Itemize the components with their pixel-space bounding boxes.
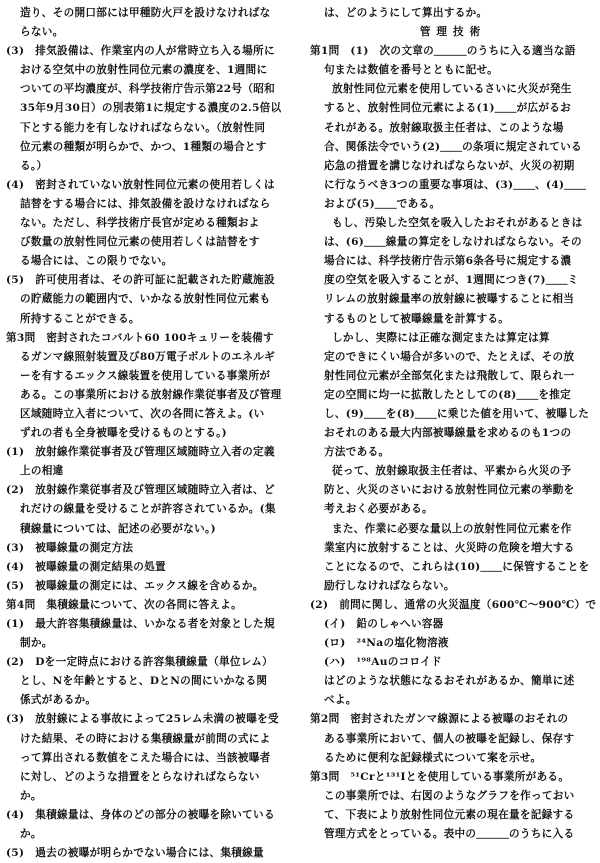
text-line: (3) 排気設備は、作業室内の人が常時立ち入る場所に	[6, 45, 275, 58]
text-line: (ロ) ²⁴Naの塩化物溶液	[324, 637, 449, 650]
text-line: リレムの放射線量率の放射線に被曝することに相当	[324, 293, 575, 306]
text-line: (1) 放射線作業従事者及び管理区域随時立入者の定義	[6, 446, 275, 459]
text-line: (4) 密封されていない放射性同位元素の使用若しくは	[6, 178, 275, 191]
text-line: 下とする能力を有しなければならない。（放射性同	[20, 121, 266, 134]
text-line: 第1問 (1) 次の文章の＿＿＿のうちに入る適当な語	[310, 45, 576, 58]
text-line: 詰替をする場合には、排気設備を設けなければなら	[20, 197, 271, 210]
text-line: って算出される数値をこえた場合には、当該被曝者	[20, 751, 271, 764]
text-line: 防と、火災のさいにおける放射性同位元素の挙動を	[324, 484, 575, 497]
text-line: おける空気中の放射性同位元素の濃度を、1週間に	[20, 64, 268, 77]
text-line: この事業所では、右図のようなグラフを作っておい	[324, 789, 575, 802]
text-line: か。	[20, 789, 42, 802]
text-line: ずれの者も全身被曝を受けるものとする。)	[20, 427, 227, 440]
text-line: ことになるので、これらは(10)＿＿に保管することを	[324, 560, 590, 573]
section-heading: 管理技術	[419, 26, 487, 39]
text-line: ある事業所において、個人の被曝を記録し、保存す	[324, 732, 575, 745]
text-line: 積線量については、記述の必要がない。)	[20, 522, 216, 535]
text-line: (5) 許可使用者は、その許可証に記載された貯蔵施設	[6, 274, 275, 287]
text-line: る場合には、この限りでない。	[20, 255, 173, 268]
text-line: 係式があるか。	[20, 694, 97, 707]
text-line: (1) 最大許容集積線量は、いかなる者を対象とした規	[6, 618, 275, 630]
text-line: (ハ) ¹⁹⁸Auのコロイド	[324, 656, 442, 669]
text-line: 放射性同位元素を使用しているさいに火災が発生	[332, 83, 572, 96]
text-line: 上の相違	[20, 465, 64, 478]
text-line: けた結果、その時における集積線量が前問の式によ	[20, 732, 271, 745]
text-line: 方法である。	[324, 446, 390, 459]
text-line: 句または数値を番号とともに記せ。	[324, 64, 498, 77]
text-line: 第2問 密封されたガンマ線源による被曝のおそれの	[310, 713, 569, 726]
text-line: 位元素の種類が明らかで、かつ、1種類の場合とす	[20, 140, 267, 153]
text-line: 定の空間に均一に拡散したとしての(8)＿＿を推定	[324, 388, 572, 401]
text-line: し、(9)＿＿を(8)＿＿に乗じた値を用いて、被曝した	[324, 407, 590, 420]
text-line: (3) 被曝線量の測定方法	[6, 541, 134, 554]
text-line: (4) 被曝線量の測定結果の処置	[6, 560, 166, 573]
text-line: 造り、その開口部には甲種防火戸を設けなければな	[20, 7, 271, 19]
text-line: また、作業に必要な量以上の放射性同位元素を作	[332, 522, 572, 535]
text-line: 度の空気を吸入することが、1週間につき(7)＿＿ミ	[324, 274, 579, 287]
text-line: らない。	[20, 26, 64, 39]
text-line: 35年9月30日）の別表第1に規定する濃度の2.5倍以	[20, 102, 282, 115]
text-line: および(5)＿＿である。	[324, 197, 441, 210]
text-line: ーを有するエックス線装置を使用している事業所が	[20, 369, 271, 382]
text-line: それがある。放射線取扱主任者は、このような場	[324, 121, 564, 134]
text-line: 業室内に放射することは、火災時の危険を増大する	[324, 541, 575, 554]
text-line: (2) 放射線作業従事者及び管理区域随時立入者は、ど	[6, 484, 275, 497]
text-line: はどのような状態になるおそれがあるか、簡単に述	[324, 675, 575, 688]
left-column	[6, 4, 294, 863]
text-line: するものとして被曝線量を計算する。	[324, 312, 510, 325]
text-line: (2) 前問に関し、通常の火災温度（600℃～900℃）で	[310, 598, 596, 611]
right-column	[310, 4, 596, 844]
text-line: ついての平均濃度が、科学技術庁告示第22号（昭和	[20, 83, 276, 96]
text-line: 制か。	[20, 637, 53, 650]
text-line: 従って、放射線取扱主任者は、平素から火災の予	[332, 465, 572, 478]
text-line: の貯蔵能力の範囲内で、いかなる放射性同位元素も	[20, 293, 271, 306]
text-line: とし、Nを年齢とすると、DとNの間にいかなる関	[20, 675, 268, 688]
text-line: 射性同位元素が全部気化または飛散して、限られ一	[324, 369, 575, 382]
text-line: 区域随時立入者について、次の各問に答えよ。(い	[20, 407, 265, 420]
text-line: (5) 被曝線量の測定には、エックス線を含めるか。	[6, 579, 264, 592]
text-line: 考えおく必要がある。	[324, 503, 433, 516]
text-line: 定のできにくい場合が多いので、たとえば、その放	[324, 350, 575, 363]
text-line: (5) 過去の被曝が明らかでない場合には、集積線量	[6, 847, 264, 860]
text-line: (イ) 鉛のしゃへい容器	[324, 618, 444, 630]
text-line: か。	[20, 828, 42, 841]
text-line: るガンマ線照射装置及び80万電子ボルトのエネルギ	[20, 350, 276, 363]
text-line: 第3問 密封されたコバルト60 100キュリーを装備す	[6, 331, 274, 344]
text-line: は、どのようにして算出するか。	[324, 7, 488, 19]
text-line: に対し、どのような措置をとらなければならない	[20, 770, 260, 783]
text-line: 第3問 ⁵¹Crと¹³¹Iとを使用している事業所がある。	[310, 770, 570, 783]
text-line: おそれのある最大内部被曝線量を求めるのも1つの	[324, 427, 572, 440]
text-line: る。）	[20, 159, 48, 172]
text-line: ない。ただし、科学技術庁長官が定める種類およ	[20, 217, 260, 230]
text-line: 管理方式をとっている。表中の＿＿＿のうちに入る	[324, 828, 575, 841]
text-line: るために便利な記録様式について案を示せ。	[324, 751, 542, 764]
text-line: すると、放射性同位元素による(1)＿＿が広がるお	[324, 102, 572, 115]
text-line: ある。この事業所における放射線作業従事者及び管理	[20, 388, 282, 401]
text-line: もし、汚染した空気を吸入したおそれがあるときは	[332, 217, 583, 230]
text-line: 合、関係法令でいう(2)＿＿の条項に規定されている	[324, 140, 582, 153]
text-line: べよ。	[324, 694, 357, 707]
text-line: 第4問 集積線量について、次の各問に答えよ。	[6, 598, 243, 611]
text-line: は、(6)＿＿線量の算定をしなければならない。その	[324, 236, 582, 249]
text-line: (4) 集積線量は、身体のどの部分の被曝を除いている	[6, 808, 275, 821]
text-line: 励行しなければならない。	[324, 579, 455, 592]
text-line: しかし、実際には正確な測定または算定は算	[332, 331, 550, 344]
text-line: 場合には、科学技術庁告示第6条各号に規定する濃	[324, 255, 572, 268]
text-line: て、下表により放射性同位元素の現在量を記録する	[324, 808, 575, 821]
text-line: (2) Dを一定時点における許容集積線量（単位レム）	[6, 656, 274, 669]
text-line: れだけの線量を受けることが許容されているか。(集	[20, 503, 276, 516]
text-line: (3) 放射線による事故によって25レム未満の被曝を受	[6, 713, 279, 726]
text-line: 応急の措置を講じなければならないが、火災の初期	[324, 159, 575, 172]
text-line: に行なうべき3つの重要な事項は、(3)＿＿、(4)＿＿	[324, 178, 587, 191]
text-line: び数量の放射性同位元素の使用若しくは詰替をす	[20, 236, 260, 249]
text-line: 所持することができる。	[20, 312, 140, 325]
